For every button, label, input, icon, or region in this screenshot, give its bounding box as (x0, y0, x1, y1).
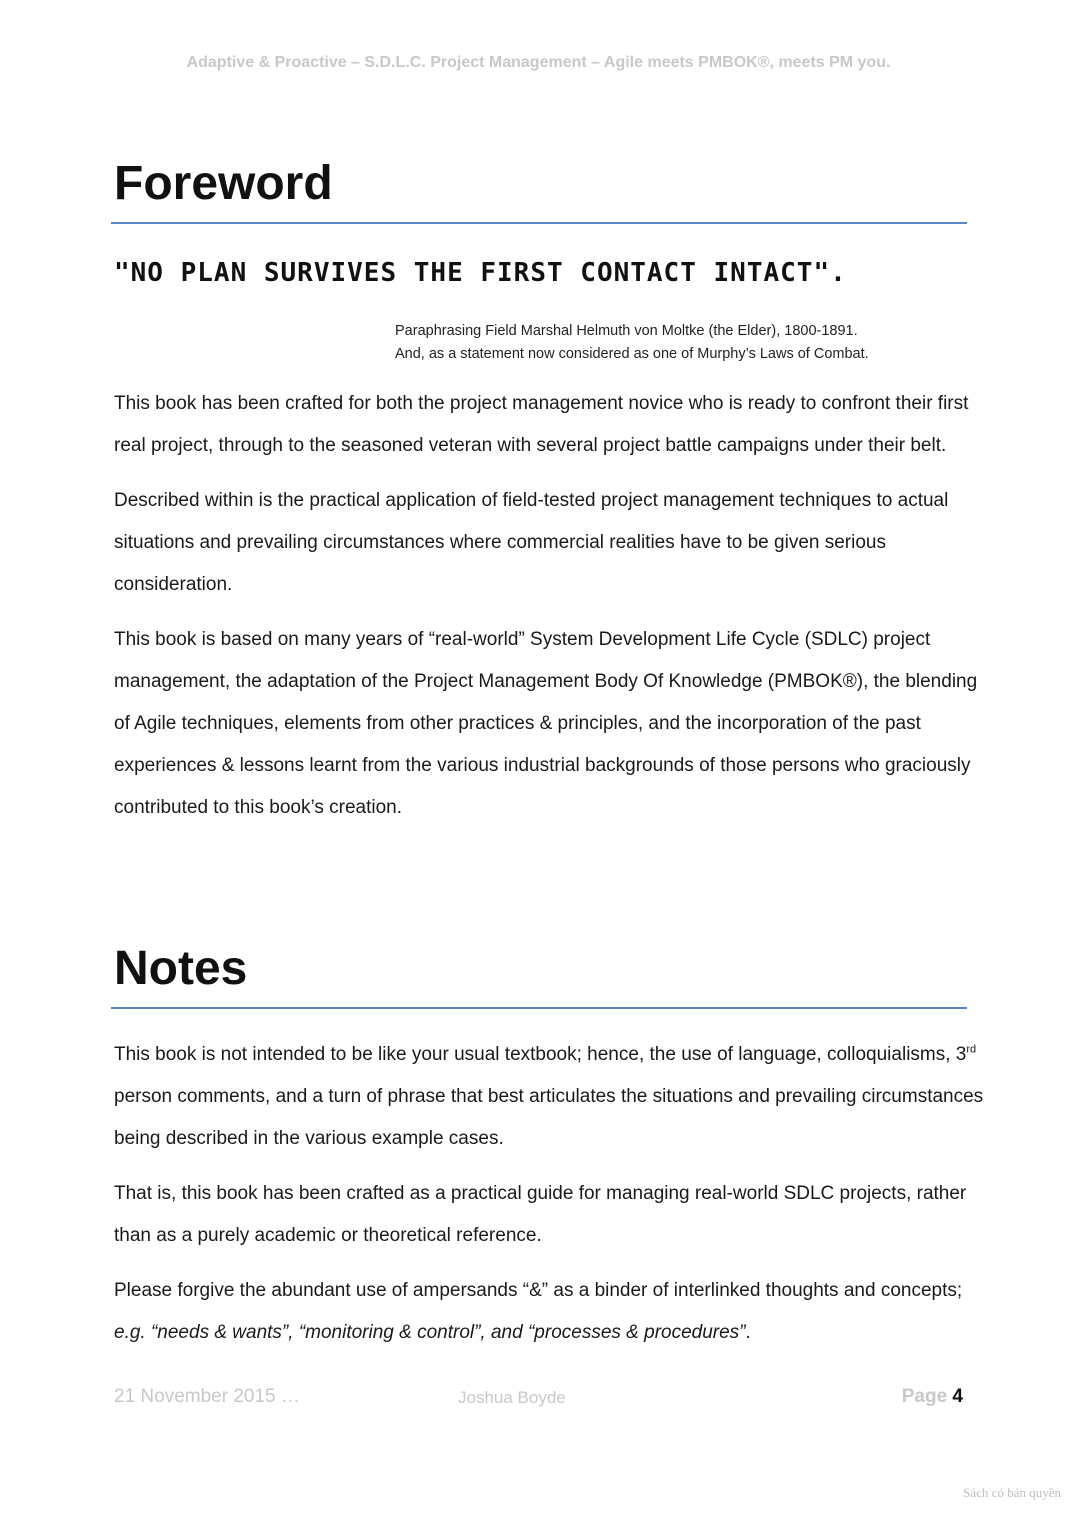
notes-p3-text-a: Please forgive the abundant use of ampersands “&” as a binder of interlinked thoughts and concepts; (114, 1280, 963, 1301)
foreword-title: Foreword (114, 157, 333, 210)
attribution-line-2: And, as a statement now considered as one of Murphy’s Laws of Combat. (395, 346, 869, 362)
footer-author: Joshua Boyde (458, 1388, 566, 1407)
page-label: Page (901, 1386, 948, 1407)
page-number: 4 (952, 1386, 963, 1407)
notes-paragraph-2: That is, this book has been crafted as a practical guide for managing real-world SDLC projects, rather than as a purely academic or theoretical reference. (114, 1183, 967, 1246)
ordinal-superscript: rd (966, 1043, 977, 1056)
footer-page-indicator (902, 1386, 963, 1408)
notes-paragraph-1 (114, 1034, 984, 1160)
foreword-body (114, 383, 984, 842)
footer-date: 21 November 2015 … (114, 1386, 300, 1407)
notes-paragraph-3 (114, 1270, 984, 1354)
quote-attribution (395, 320, 869, 366)
notes-title: Notes (114, 942, 248, 995)
notes-divider (111, 1007, 967, 1009)
copyright-watermark: Sách có bản quyền (963, 1485, 1061, 1500)
notes-p1-text-b: person comments, and a turn of phrase that best articulates the situations and prevailing circumstances being described in the various example cases. (114, 1086, 984, 1149)
notes-p1-text-a: This book is not intended to be like your usual textbook; hence, the use of language, colloquialisms, 3 (114, 1044, 967, 1065)
running-header: Adaptive & Proactive – S.D.L.C. Project Management – Agile meets PMBOK®, meets PM you. (186, 54, 891, 71)
foreword-paragraph-3: This book is based on many years of “real-world” System Development Life Cycle (SDLC) project management, the adaptation of the Project Management Body Of Knowledge (PMBOK®), the blending of Agile techniques, elements from other practices & principles, and the incorporation of the past experiences & lessons learnt from the various industrial backgrounds of those persons who graciously contributed to this book’s creation. (114, 629, 978, 818)
attribution-line-1: Paraphrasing Field Marshal Helmuth von Moltke (the Elder), 1800-1891. (395, 323, 858, 339)
notes-p3-examples: e.g. “needs & wants”, “monitoring & control”, and “processes & procedures” (114, 1322, 746, 1343)
foreword-divider (111, 222, 967, 224)
notes-p3-end: . (745, 1322, 751, 1343)
foreword-paragraph-1: This book has been crafted for both the project management novice who is ready to confront their first real project, through to the seasoned veteran with several project battle campaigns under their belt. (114, 393, 969, 456)
foreword-quote: "NO PLAN SURVIVES THE FIRST CONTACT INTACT". (114, 258, 847, 288)
foreword-paragraph-2: Described within is the practical application of field-tested project management techniques to actual situations and prevailing circumstances where commercial realities have to be given serious consideration. (114, 490, 949, 595)
notes-body (114, 1034, 984, 1367)
